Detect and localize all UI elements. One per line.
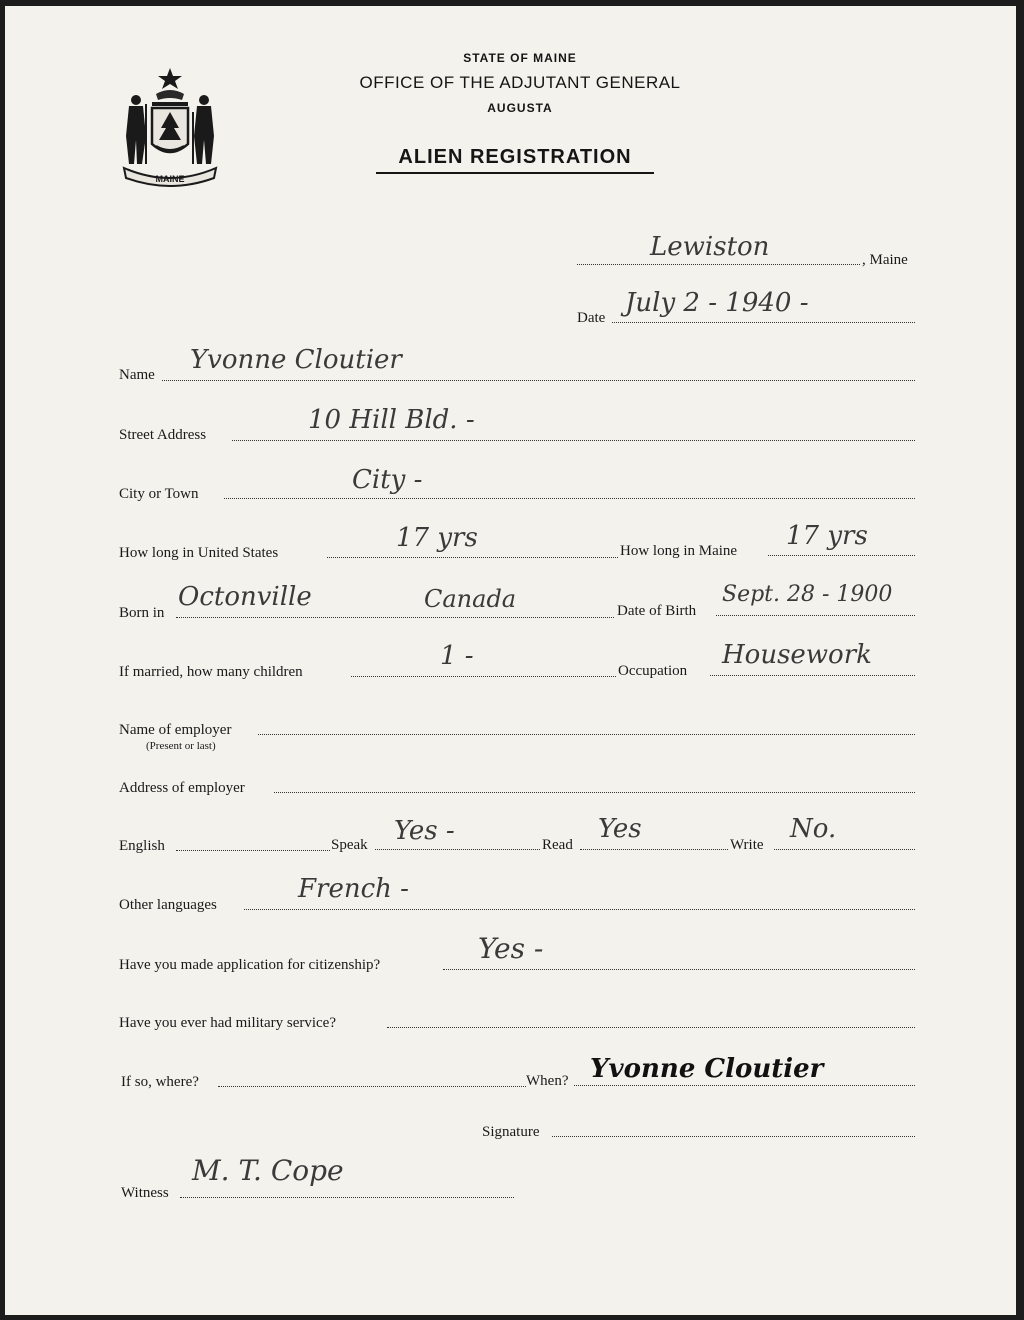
seal-moose-icon (156, 90, 184, 100)
citizenship-line (443, 969, 915, 970)
employer-name-note: (Present or last) (146, 740, 216, 752)
children-label: If married, how many children (119, 664, 303, 680)
born-in-town-entry: Octonville (178, 582, 312, 612)
if-so-where-line (218, 1086, 526, 1087)
form-title: ALIEN REGISTRATION (398, 146, 632, 168)
how-long-us-label: How long in United States (119, 545, 279, 561)
seal-sailor-figure (192, 95, 214, 164)
name-line (162, 380, 915, 381)
witness-entry: M. T. Cope (192, 1154, 344, 1187)
how-long-maine-entry: 17 yrs (786, 521, 868, 551)
children-entry: 1 - (440, 641, 474, 671)
state-heading: STATE OF MAINE (463, 51, 577, 65)
scan-edge-right (1016, 0, 1024, 1320)
date-of-birth-label: Date of Birth (617, 603, 697, 619)
witness-line (180, 1197, 514, 1198)
occupation-label: Occupation (618, 663, 688, 679)
scan-edge-bottom (0, 1315, 1024, 1320)
write-entry: No. (790, 814, 837, 844)
city-or-town-label: City or Town (119, 486, 199, 502)
street-address-label: Street Address (119, 427, 207, 443)
speak-line (375, 849, 540, 850)
other-languages-label: Other languages (119, 897, 217, 913)
born-in-line (176, 617, 614, 618)
signature-entry: Yvonne Cloutier (590, 1054, 824, 1084)
born-in-label: Born in (119, 605, 165, 621)
read-label: Read (542, 837, 573, 853)
form-title-underline (376, 172, 654, 174)
when-line (574, 1085, 915, 1086)
seal-star-icon (158, 68, 182, 89)
write-line (774, 849, 915, 850)
city-heading: AUGUSTA (487, 101, 553, 115)
town-line (577, 264, 860, 265)
military-label: Have you ever had military service? (119, 1015, 336, 1031)
citizenship-entry: Yes - (478, 932, 544, 965)
date-label: Date (577, 310, 606, 326)
town-entry: Lewiston (650, 232, 770, 262)
maine-state-seal (116, 64, 224, 188)
date-entry: July 2 - 1940 - (625, 288, 809, 318)
employer-name-line (258, 734, 915, 735)
citizenship-label: Have you made application for citizenship? (119, 957, 381, 973)
date-of-birth-entry: Sept. 28 - 1900 (722, 582, 893, 607)
write-label: Write (730, 837, 764, 853)
city-or-town-entry: City - (352, 465, 423, 495)
speak-label: Speak (331, 837, 368, 853)
city-or-town-line (224, 498, 915, 499)
occupation-entry: Housework (722, 640, 872, 670)
seal-banner-text: MAINE (155, 174, 185, 184)
english-label: English (119, 838, 165, 854)
how-long-us-line (327, 557, 618, 558)
other-languages-entry: French - (298, 874, 409, 904)
other-languages-line (244, 909, 915, 910)
employer-address-line (274, 792, 915, 793)
children-line (351, 676, 616, 677)
date-line (612, 322, 915, 323)
signature-label: Signature (482, 1124, 540, 1140)
scan-edge-top (0, 0, 1024, 6)
born-in-country-entry: Canada (424, 585, 517, 613)
name-entry: Yvonne Cloutier (190, 345, 402, 375)
street-address-entry: 10 Hill Bld. - (308, 405, 475, 435)
scan-edge-left (0, 0, 5, 1320)
how-long-us-entry: 17 yrs (396, 523, 478, 553)
military-line (387, 1027, 915, 1028)
maine-label: , Maine (862, 252, 908, 268)
when-label: When? (526, 1073, 569, 1089)
witness-label: Witness (121, 1185, 169, 1201)
read-line (580, 849, 728, 850)
employer-address-label: Address of employer (119, 780, 245, 796)
read-entry: Yes (598, 814, 642, 844)
how-long-maine-line (768, 555, 915, 556)
street-address-line (232, 440, 915, 441)
date-of-birth-line (716, 615, 915, 616)
signature-line (552, 1136, 915, 1137)
speak-entry: Yes - (394, 816, 455, 846)
occupation-line (710, 675, 915, 676)
name-label: Name (119, 367, 155, 383)
if-so-where-label: If so, where? (121, 1074, 199, 1090)
office-heading: OFFICE OF THE ADJUTANT GENERAL (359, 73, 681, 92)
seal-farmer-figure (126, 95, 147, 164)
english-line (176, 850, 330, 851)
how-long-maine-label: How long in Maine (620, 543, 738, 559)
employer-name-label: Name of employer (119, 722, 232, 738)
